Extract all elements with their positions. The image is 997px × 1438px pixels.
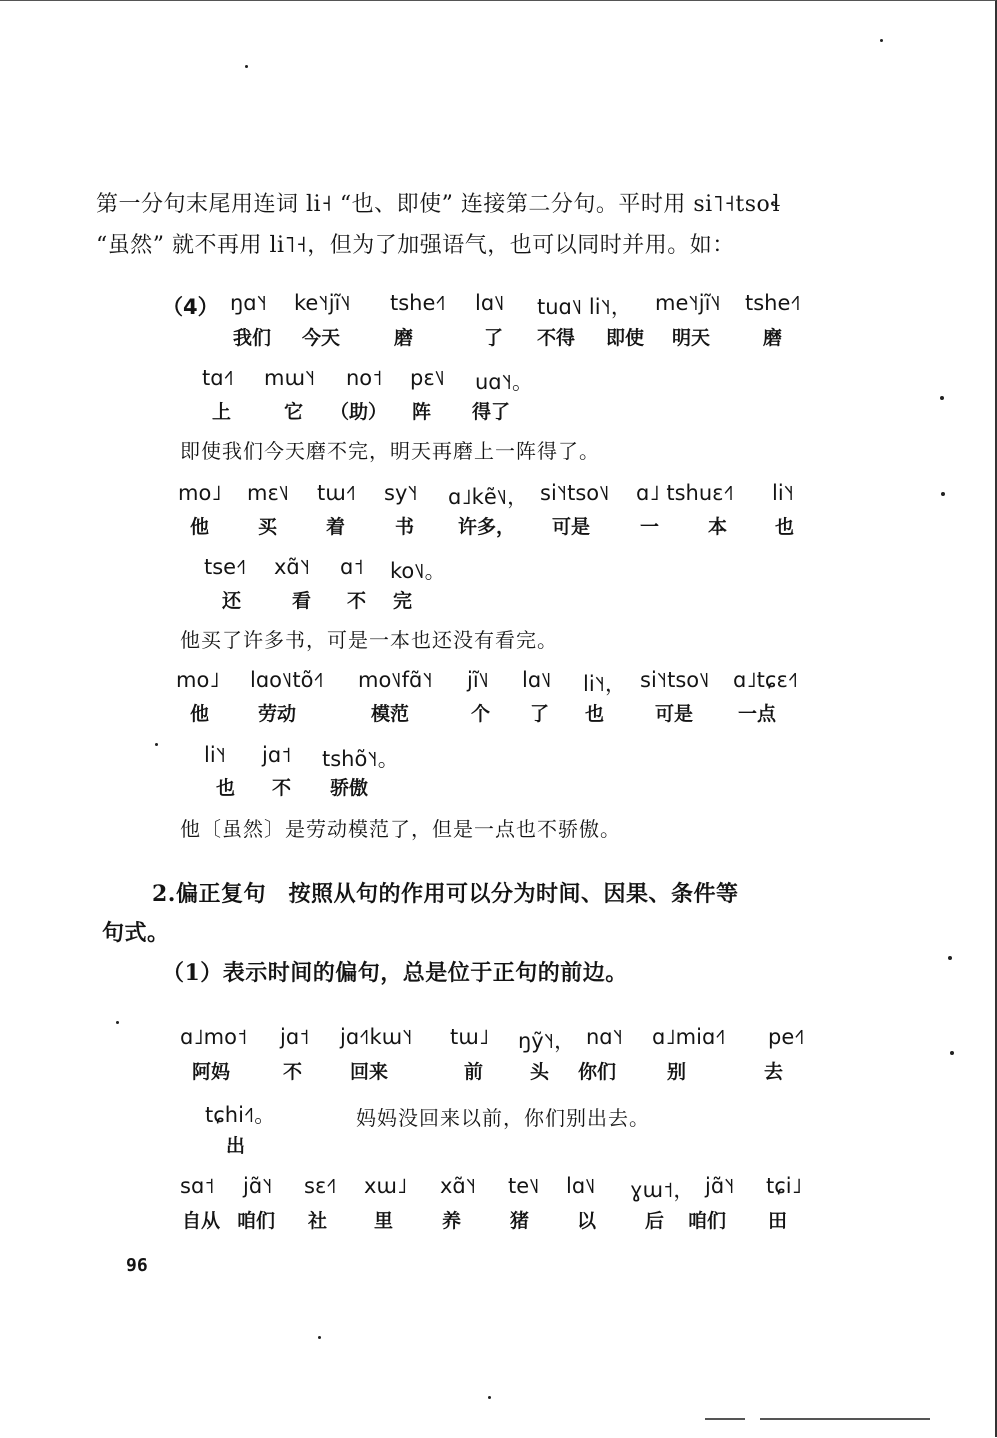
ipa-word: ɑ˩kẽ˥˩， [448, 485, 529, 509]
gloss-word: 可是 [552, 516, 591, 538]
intro-line-2: “虽然” 就不再用 li˥˧，但为了加强语气，也可以同时并用。如： [96, 233, 735, 258]
gloss-word: 了 [530, 703, 550, 725]
gloss-word: 明天 [672, 327, 711, 349]
gloss-row [0, 512, 990, 542]
gloss-word: 骄傲 [330, 777, 369, 799]
section-heading: 2.偏正复句 按照从句的作用可以分为时间、因果、条件等 [152, 881, 739, 907]
gloss-word: 磨 [763, 327, 783, 349]
gloss-word: 模范 [371, 703, 410, 725]
ipa-word: xɑ̃˥˧ [440, 1174, 477, 1198]
ipa-word: jɑ˦ [280, 1025, 310, 1049]
gloss-word: 也 [585, 703, 605, 725]
gloss-word: 着 [326, 516, 346, 538]
gloss-word: 得了 [472, 401, 511, 423]
gloss-word: 他 [190, 516, 210, 538]
gloss-word: 阿妈 [192, 1061, 231, 1083]
scan-speck [155, 743, 158, 746]
ipa-word: tɕi˩ [766, 1174, 802, 1198]
gloss-word: 回来 [350, 1061, 389, 1083]
gloss-word: 完 [393, 590, 413, 612]
ipa-word: lɑ˥˩ [522, 668, 552, 692]
ipa-word: ke˥˧jĩ˥˨ [294, 291, 351, 315]
subsection-heading: （1）表示时间的偏句，总是位于正句的前边。 [162, 960, 628, 986]
ipa-word: sɛ˧˥ [304, 1174, 337, 1198]
gloss-word: 养 [442, 1210, 462, 1232]
gloss-word: 不 [347, 590, 367, 612]
ipa-word: ɑ˦ [340, 555, 364, 579]
ipa-word: si˥˧tso˥˩ [640, 668, 710, 692]
ipa-word: sy˥˧ [384, 481, 418, 505]
ipa-word: ɣɯ˦， [630, 1178, 695, 1202]
ipa-word: tɯ˧˥ [317, 481, 357, 505]
ipa-word: xɯ˩ [364, 1174, 408, 1198]
gloss-word: 个 [471, 703, 491, 725]
ipa-word: tuɑ˥˩ li˥˧， [537, 295, 632, 319]
gloss-word: 他 [190, 703, 210, 725]
scan-speck [488, 1396, 491, 1399]
translation: 他〔虽然〕是劳动模范了，但是一点也不骄傲。 [180, 817, 621, 841]
gloss-word: 头 [530, 1061, 550, 1083]
gloss-word: 它 [284, 401, 304, 423]
ipa-word: ɑ˩tɕɛ˧˥ [733, 668, 799, 692]
scan-speck [245, 65, 248, 68]
ipa-word: tshe˧˥ [390, 291, 446, 315]
ipa-word: li˥˧， [583, 672, 627, 696]
translation: 妈妈没回来以前，你们别出去。 [356, 1106, 650, 1130]
gloss-word: 别 [667, 1061, 687, 1083]
gloss-word: 社 [308, 1210, 328, 1232]
gloss-word: 以 [577, 1210, 597, 1232]
ipa-word: ŋɑ˥˧ [230, 291, 267, 315]
gloss-word: 不得 [537, 327, 576, 349]
gloss-word: 上 [212, 401, 232, 423]
scan-speck [941, 492, 945, 496]
ipa-word: mɛ˥˩ [247, 481, 290, 505]
gloss-word: 也 [216, 777, 236, 799]
gloss-word: 今天 [302, 327, 341, 349]
ipa-row [0, 1174, 990, 1204]
ipa-word: sɑ˦ [180, 1174, 215, 1198]
gloss-word: 也 [775, 516, 795, 538]
ipa-row [0, 668, 990, 698]
ipa-word: ɑ˩mo˦ [180, 1025, 248, 1049]
scan-speck [940, 396, 944, 400]
ipa-word: li˥˧ [204, 743, 227, 767]
ipa-row [0, 743, 990, 773]
ipa-row [0, 291, 990, 321]
gloss-word: 了 [484, 327, 504, 349]
page-number: 96 [126, 1255, 148, 1276]
ipa-word: ŋỹ˥˧， [518, 1029, 576, 1053]
gloss-word: 我们 [233, 327, 272, 349]
ipa-word: lɑ˥˩ [475, 291, 505, 315]
ipa-word: li˥˧ [772, 481, 795, 505]
ipa-word: jĩ˥˩ [467, 668, 490, 692]
example-label: （4） [162, 295, 219, 319]
gloss-row [0, 1206, 990, 1236]
gloss-word: 田 [768, 1210, 788, 1232]
gloss-word: 还 [222, 590, 242, 612]
ipa-word: te˥˩ [508, 1174, 540, 1198]
ipa-word: lɑo˥˩tõ˧˥ [250, 668, 324, 692]
ipa-word: nɑ˥˧ [586, 1025, 623, 1049]
gloss-word: 咱们 [237, 1210, 276, 1232]
gloss-word: 出 [226, 1135, 246, 1157]
ipa-word: ko˥˩。 [390, 559, 446, 583]
gloss-word: 磨 [394, 327, 414, 349]
ipa-word: pe˧˥ [768, 1025, 805, 1049]
ipa-word: pɛ˥˩ [410, 366, 446, 390]
gloss-row [0, 323, 990, 353]
gloss-row [0, 586, 990, 616]
gloss-word: 一点 [738, 703, 777, 725]
ipa-row [0, 1025, 990, 1055]
ipa-word: tshe˧˥ [745, 291, 801, 315]
ipa-word: jɑ˧˥kɯ˥˧ [340, 1025, 413, 1049]
ipa-row [0, 555, 990, 585]
ipa-word: ɑ˩ tshuɛ˧˥ [636, 481, 734, 505]
gloss-word: 不 [283, 1061, 303, 1083]
gloss-word: 看 [292, 590, 312, 612]
scan-speck [318, 1336, 321, 1339]
gloss-word: 里 [374, 1210, 394, 1232]
gloss-word: 后 [645, 1210, 665, 1232]
ipa-word: mo˩ [178, 481, 222, 505]
scan-speck [948, 956, 952, 960]
translation: 他买了许多书，可是一本也还没有看完。 [180, 628, 558, 652]
ipa-word: tɑ˧˥ [202, 366, 234, 390]
ipa-word: lɑ˥˩ [566, 1174, 596, 1198]
ipa-word: si˥˧tso˥˩ [540, 481, 610, 505]
gloss-word: 书 [395, 516, 415, 538]
gloss-word: 本 [708, 516, 728, 538]
ipa-word: mo˩ [176, 668, 220, 692]
ipa-word: no˦ [346, 366, 383, 390]
section-heading-cont: 句式。 [102, 920, 170, 946]
ipa-word: mo˥˩fɑ̃˥˧ [358, 668, 433, 692]
ipa-word: tɯ˩ [450, 1025, 490, 1049]
ipa-word: mɯ˥˧ [264, 366, 316, 390]
translation: 即使我们今天磨不完，明天再磨上一阵得了。 [180, 439, 600, 463]
ipa-word: xɑ̃˥˧ [274, 555, 311, 579]
ipa-word: ɑ˩miɑ˧˥ [652, 1025, 726, 1049]
ipa-word: jɑ̃˥˧ [705, 1174, 735, 1198]
gloss-row [0, 1057, 990, 1087]
gloss-word: 即使 [606, 327, 645, 349]
scan-speck [880, 39, 883, 42]
gloss-word: 不 [272, 777, 292, 799]
gloss-row [0, 1131, 990, 1161]
gloss-word: 可是 [655, 703, 694, 725]
scan-speck [950, 1051, 954, 1055]
gloss-row [0, 699, 990, 729]
gloss-word: 咱们 [688, 1210, 727, 1232]
gloss-word: （助） [330, 401, 388, 423]
ipa-word: jɑ̃˥˧ [243, 1174, 273, 1198]
gloss-word: 去 [764, 1061, 784, 1083]
scan-speck [116, 1021, 119, 1024]
ipa-word: tse˧˥ [204, 555, 247, 579]
gloss-word: 自从 [182, 1210, 221, 1232]
ipa-word: tshõ˥˧。 [322, 747, 399, 771]
gloss-row [0, 397, 990, 427]
gloss-word: 你们 [578, 1061, 617, 1083]
ipa-row [0, 481, 990, 511]
ipa-word: uɑ˥˧。 [475, 370, 533, 394]
ipa-row [0, 366, 990, 396]
gloss-word: 阵 [412, 401, 432, 423]
gloss-word: 猪 [510, 1210, 530, 1232]
ipa-word: jɑ˦ [262, 743, 292, 767]
ipa-word: me˥˧jĩ˥˨ [655, 291, 721, 315]
gloss-word: 劳动 [258, 703, 297, 725]
gloss-word: 买 [258, 516, 278, 538]
gloss-row [0, 773, 990, 803]
ipa-word: tɕhi˧˥。 [205, 1103, 276, 1127]
gloss-word: 一 [640, 516, 660, 538]
scan-dash [760, 1418, 930, 1420]
gloss-word: 许多， [458, 516, 516, 538]
intro-line-1: 第一分句末尾用连词 li˧ “也、即使” 连接第二分句。平时用 si˥˧tsoɬ [96, 192, 781, 217]
scan-dash [705, 1418, 745, 1420]
gloss-word: 前 [464, 1061, 484, 1083]
